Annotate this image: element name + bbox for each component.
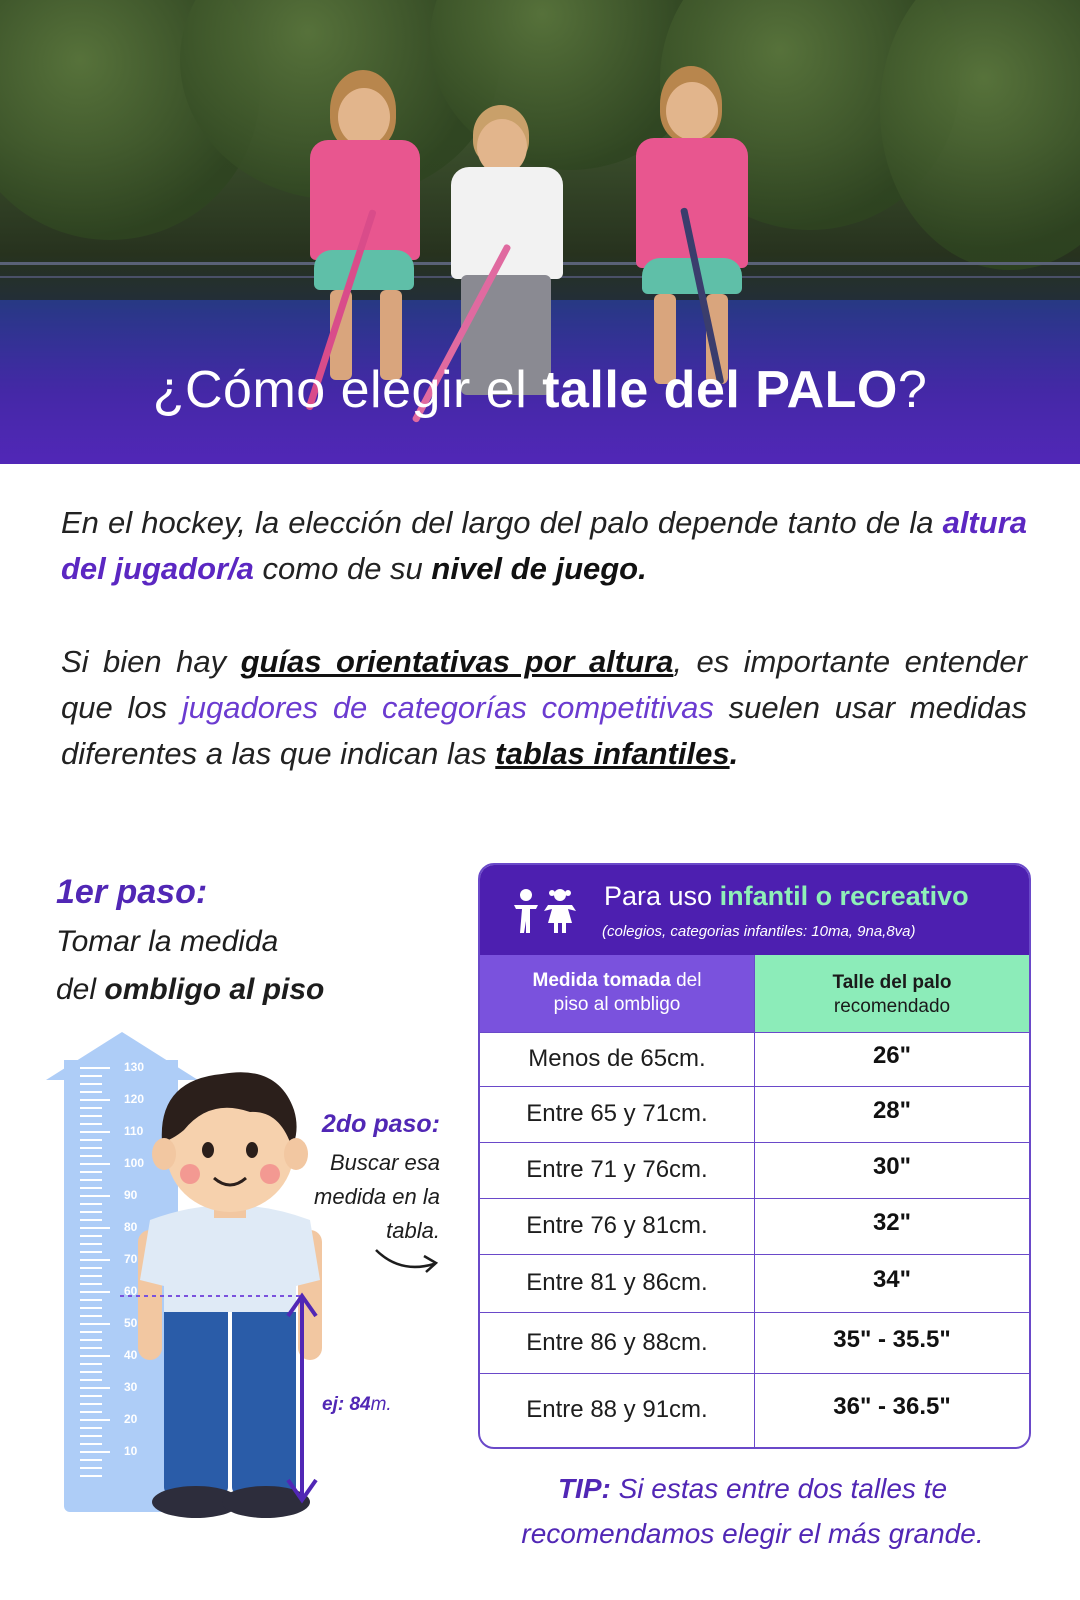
ruler-tick [80,1195,110,1197]
ruler-tick-label: 70 [124,1252,138,1266]
tip-text: TIP: Si estas entre dos talles te recomendamos elegir el más grande. [521,1473,984,1549]
cell-stick-size: 32" [872,1209,912,1236]
step-1-text: Tomar la medida del ombligo al piso [56,925,325,1006]
ruler-tick [80,1075,102,1077]
ruler-tick [80,1291,110,1293]
ruler-tick-label: 110 [124,1124,144,1138]
ruler-tick-label: 60 [124,1284,138,1298]
ruler-tick [80,1091,102,1093]
ruler-tick [80,1283,102,1285]
ruler-tick [80,1083,102,1085]
page-title: ¿Cómo elegir el talle del PALO? [152,361,928,419]
cell-measure: Entre 81 y 86cm. [526,1269,708,1296]
ruler-tick [80,1467,102,1469]
curved-arrow-icon [372,1242,444,1282]
page-title-bold: talle del PALO [542,361,898,419]
ruler-tick [80,1323,110,1325]
ruler-tick [80,1099,110,1101]
step-2-text: Buscar esa medida en la tabla. [314,1150,440,1243]
example-measure: ej: 84m. [322,1394,392,1415]
column-header-stick-size: Talle del palo recomendado [755,955,1029,1032]
cell-stick-size: 34" [872,1266,912,1293]
intro-text [61,500,1027,824]
ruler-tick [80,1131,110,1133]
player-right-figure [630,58,760,388]
ruler-tick [80,1187,102,1189]
ruler-tick [80,1403,102,1405]
cell-measure: Menos de 65cm. [528,1045,706,1072]
ruler-tick [80,1395,102,1397]
cell-measure: Entre 88 y 91cm. [526,1396,708,1423]
ruler-tick [80,1443,102,1445]
ruler-tick [80,1227,110,1229]
table-row [480,1032,1029,1087]
highlight-player-height: altura del jugador/a [61,505,1027,586]
highlight-competitive-players: jugadores de categorías competitivas [181,690,714,725]
ruler-tick [80,1435,102,1437]
table-row [480,1373,1029,1448]
ruler-tick [80,1235,102,1237]
ruler-tick-label: 50 [124,1316,138,1330]
player-left-figure [300,60,440,390]
ruler-tick [80,1147,102,1149]
ruler-tick [80,1275,102,1277]
table-header-banner [480,865,1029,955]
children-icon [510,889,580,935]
table-row [480,1086,1029,1143]
cell-stick-size: 28" [872,1097,912,1124]
ruler-tick [80,1163,110,1165]
cell-measure: Entre 71 y 76cm. [526,1156,708,1183]
ruler-tick [80,1331,102,1333]
ruler-tick [80,1203,102,1205]
ruler-tick [80,1371,102,1373]
ruler-tick-label: 10 [124,1444,138,1458]
ruler-tick [80,1251,102,1253]
ruler-tick [80,1451,110,1453]
ruler-tick [80,1243,102,1245]
ruler-tick-label: 30 [124,1380,138,1394]
ruler-tick-label: 80 [124,1220,138,1234]
ruler-tick-label: 130 [124,1060,145,1074]
ruler-tick [80,1427,102,1429]
intro-paragraph-1: En el hockey, la elección del largo del palo depende tanto de la altura del jugador/a como de su nivel de juego. [61,505,1027,586]
cell-stick-size: 30" [872,1153,912,1180]
ruler-tick [80,1307,102,1309]
step-1-title: 1er paso: [56,873,208,911]
ruler-tick-label: 40 [124,1348,138,1362]
cell-stick-size: 36" - 36.5" [833,1393,951,1420]
cell-stick-size: 26" [872,1042,912,1069]
ruler-tick [80,1355,110,1357]
ruler-tick [80,1419,110,1421]
ruler-tick [80,1139,102,1141]
ruler-tick-label: 20 [124,1412,138,1426]
step-2-title: 2do paso: [321,1110,440,1138]
hero-photo [0,0,1080,464]
ruler-tick [80,1459,102,1461]
ruler-tick [80,1315,102,1317]
table-row [480,1142,1029,1199]
ruler-tick-label: 90 [124,1188,138,1202]
cell-measure: Entre 76 y 81cm. [526,1212,708,1239]
highlight-kids-tables: tablas infantiles [495,736,730,771]
column-header-measure: Medida tomada del piso al ombligo [480,955,754,1032]
ruler-tick [80,1363,102,1365]
highlight-height-guides: guías orientativas por altura [240,644,674,679]
ruler-tick [80,1179,102,1181]
ruler-tick [80,1155,102,1157]
highlight-game-level: nivel de juego. [431,551,647,586]
cell-stick-size: 35" - 35.5" [833,1325,951,1353]
ruler-tick [80,1379,102,1381]
size-table-card [478,863,1031,1449]
ruler-tick [80,1171,102,1173]
ruler-tick-label: 120 [124,1092,145,1106]
ruler-tick [80,1411,102,1413]
ruler-tick [80,1387,110,1389]
ruler-tick [80,1339,102,1341]
ruler-tick [80,1107,102,1109]
ruler-tick [80,1259,110,1261]
ruler-tick [80,1123,102,1125]
table-row [480,1312,1029,1374]
ruler-tick [80,1067,110,1069]
ruler-tick-label: 100 [124,1156,145,1170]
ruler-tick [80,1347,102,1349]
navel-measure-arrow [120,1286,330,1516]
intro-paragraph-2: Si bien hay guías orientativas por altura, es importante entender que los jugadores de categorías competitivas suelen usar medidas diferentes a las que indican las tablas infantiles. [61,644,1028,771]
table-subtitle: (colegios, categorias infantiles: 10ma, 9na,8va) [602,923,916,940]
ruler-tick [80,1115,102,1117]
ruler-tick [80,1267,102,1269]
ruler-tick [80,1299,102,1301]
table-row [480,1254,1029,1313]
table-row [480,1198,1029,1255]
ruler-tick [80,1475,102,1477]
ruler-tick [80,1219,102,1221]
ruler-tick [80,1211,102,1213]
table-title: Para uso infantil o recreativo [604,881,969,911]
cell-measure: Entre 65 y 71cm. [526,1100,708,1127]
cell-measure: Entre 86 y 88cm. [526,1328,708,1356]
